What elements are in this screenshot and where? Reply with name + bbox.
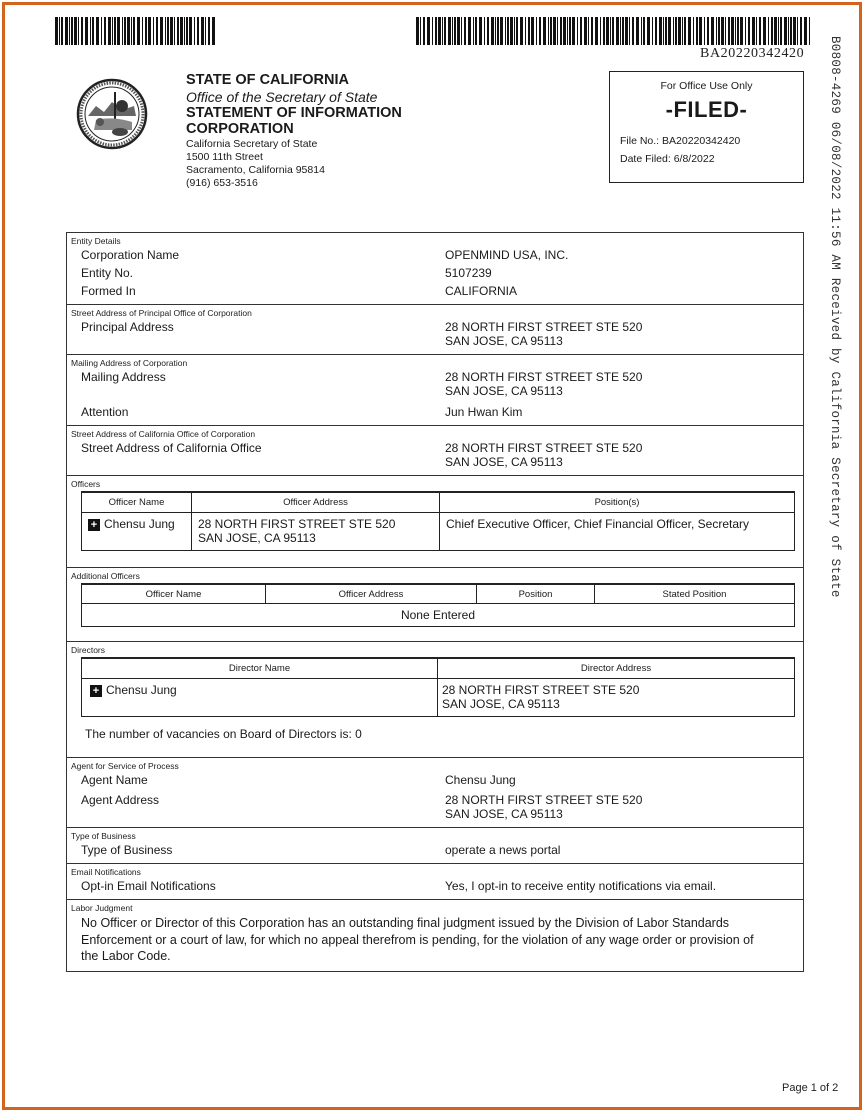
section-title: Officers <box>71 479 101 490</box>
section-title: Entity Details <box>71 236 121 246</box>
email-optin-row <box>71 879 803 893</box>
officer-address-cell <box>192 512 440 550</box>
california-office-section <box>67 425 803 475</box>
officer-name-cell <box>82 512 192 550</box>
agent-address-row <box>71 793 803 821</box>
principal-address-row <box>71 320 803 348</box>
vacancies-text: The number of vacancies on Board of Directors is: 0 <box>85 726 362 741</box>
column-header: Officer Name <box>82 584 266 604</box>
field-label: Attention <box>81 405 129 420</box>
email-optin-value: Yes, I opt-in to receive entity notifications via email. <box>445 878 717 893</box>
california-office-row <box>71 441 803 469</box>
business-type-section <box>67 827 803 863</box>
form-subtitle: CORPORATION <box>186 121 294 138</box>
director-address-cell <box>438 678 795 716</box>
section-title: Labor Judgment <box>71 903 133 913</box>
document-header <box>186 72 402 191</box>
empty-message: None Entered <box>82 604 795 627</box>
agency-phone: (916) 653-3516 <box>186 177 258 190</box>
entity-details-section <box>67 233 803 304</box>
principal-office-section <box>67 304 803 354</box>
file-number: File No.: BA20220342420 <box>620 135 741 147</box>
additional-officers-section <box>67 567 803 642</box>
corporation-name: OPENMIND USA, INC. <box>445 248 569 262</box>
office-use-box <box>609 71 804 183</box>
agency-street: 1500 11th Street <box>186 151 263 164</box>
expand-plus-icon[interactable]: + <box>88 519 100 531</box>
labor-judgment-text: No Officer or Director of this Corporation has an outstanding final judgment issued by the Division of Labor Standards Enforcement or a court of law, for which no appeal therefrom is pending, for the violation of any wage order or provision of the Labor Code. <box>81 916 754 964</box>
address-line2: SAN JOSE, CA 95113 <box>445 455 563 470</box>
agent-section <box>67 757 803 827</box>
business-type-value: operate a news portal <box>445 842 561 857</box>
date-filed: Date Filed: 6/8/2022 <box>620 153 715 165</box>
section-title: Email Notifications <box>71 866 141 877</box>
agent-name-row <box>71 773 803 787</box>
barcode-left <box>55 17 217 45</box>
director-name: Chensu Jung <box>106 682 177 697</box>
entity-row <box>71 266 803 280</box>
section-title: Type of Business <box>71 830 136 841</box>
office-use-label: For Office Use Only <box>660 80 753 92</box>
field-label: Type of Business <box>81 842 173 857</box>
filed-status: -FILED- <box>665 97 748 122</box>
entity-number: 5107239 <box>445 266 492 281</box>
field-label: Opt-in Email Notifications <box>81 878 216 893</box>
officers-section <box>67 475 803 567</box>
section-title: Agent for Service of Process <box>71 760 179 771</box>
address-line2: SAN JOSE, CA 95113 <box>445 806 563 821</box>
mailing-address-row <box>71 370 803 398</box>
address-line2: SAN JOSE, CA 95113 <box>198 530 316 545</box>
attention-row <box>71 405 803 419</box>
agency-name: California Secretary of State <box>186 138 318 151</box>
address-line1: 28 NORTH FIRST STREET STE 520 <box>445 441 643 456</box>
form-body <box>66 232 804 972</box>
barcode-number: BA20220342420 <box>700 46 805 61</box>
additional-officers-table <box>81 583 795 628</box>
field-label: Entity No. <box>81 266 134 281</box>
column-header: Stated Position <box>595 584 795 604</box>
officer-name: Chensu Jung <box>104 516 175 531</box>
address-line2: SAN JOSE, CA 95113 <box>442 696 560 711</box>
column-header: Officer Name <box>82 492 192 512</box>
column-header: Officer Address <box>192 492 440 512</box>
column-header: Position <box>477 584 595 604</box>
table-row <box>82 678 795 716</box>
column-header: Officer Address <box>266 584 477 604</box>
address-line2: SAN JOSE, CA 95113 <box>445 384 563 399</box>
director-name-cell <box>82 678 438 716</box>
table-row <box>82 604 795 627</box>
field-label: Agent Address <box>81 792 160 807</box>
form-title: STATEMENT OF INFORMATION <box>186 104 402 121</box>
state-name: STATE OF CALIFORNIA <box>186 72 349 88</box>
address-line1: 28 NORTH FIRST STREET STE 520 <box>445 370 643 385</box>
principal-address <box>445 320 803 348</box>
section-title: Directors <box>71 645 106 656</box>
column-header: Director Address <box>438 658 795 678</box>
section-title: Street Address of Principal Office of Corporation <box>71 308 252 319</box>
address-line1: 28 NORTH FIRST STREET STE 520 <box>198 516 396 531</box>
address-line1: 28 NORTH FIRST STREET STE 520 <box>445 792 643 807</box>
address-line1: 28 NORTH FIRST STREET STE 520 <box>442 682 640 697</box>
agent-address <box>445 793 803 821</box>
attention-value: Jun Hwan Kim <box>445 405 523 420</box>
directors-section <box>67 641 803 757</box>
page-number: Page 1 of 2 <box>782 1082 839 1094</box>
agency-city: Sacramento, California 95814 <box>186 164 325 177</box>
labor-judgment-section <box>67 899 803 971</box>
california-seal-icon <box>76 70 148 166</box>
section-title: Street Address of California Office of Corporation <box>71 429 256 440</box>
column-header: Position(s) <box>440 492 795 512</box>
field-label: Agent Name <box>81 772 148 787</box>
address-line2: SAN JOSE, CA 95113 <box>445 334 563 349</box>
field-label: Formed In <box>81 284 136 299</box>
column-header: Director Name <box>82 658 438 678</box>
directors-table <box>81 657 795 717</box>
field-label: Street Address of California Office <box>81 441 262 456</box>
field-label: Mailing Address <box>81 370 166 385</box>
email-notifications-section <box>67 863 803 899</box>
table-row <box>82 512 795 550</box>
received-stamp: B0808-4269 06/08/2022 11:56 AM Received by California Secretary of State <box>828 36 842 598</box>
office-name: Office of the Secretary of State <box>186 88 378 105</box>
officers-table <box>81 491 795 551</box>
agent-name: Chensu Jung <box>445 772 516 787</box>
mailing-address-section <box>67 354 803 425</box>
barcode-right <box>416 17 811 45</box>
expand-plus-icon[interactable]: + <box>90 685 102 697</box>
formed-in: CALIFORNIA <box>445 284 518 299</box>
field-label: Corporation Name <box>81 248 180 262</box>
business-type-row <box>71 843 803 857</box>
section-title: Additional Officers <box>71 570 140 581</box>
officer-positions: Chief Executive Officer, Chief Financial Officer, Secretary <box>440 512 795 550</box>
entity-row <box>71 248 803 262</box>
california-office-address <box>445 441 803 469</box>
field-label: Principal Address <box>81 320 174 335</box>
address-line1: 28 NORTH FIRST STREET STE 520 <box>445 320 643 335</box>
mailing-address <box>445 370 803 398</box>
section-title: Mailing Address of Corporation <box>71 358 188 369</box>
entity-row <box>71 284 803 298</box>
